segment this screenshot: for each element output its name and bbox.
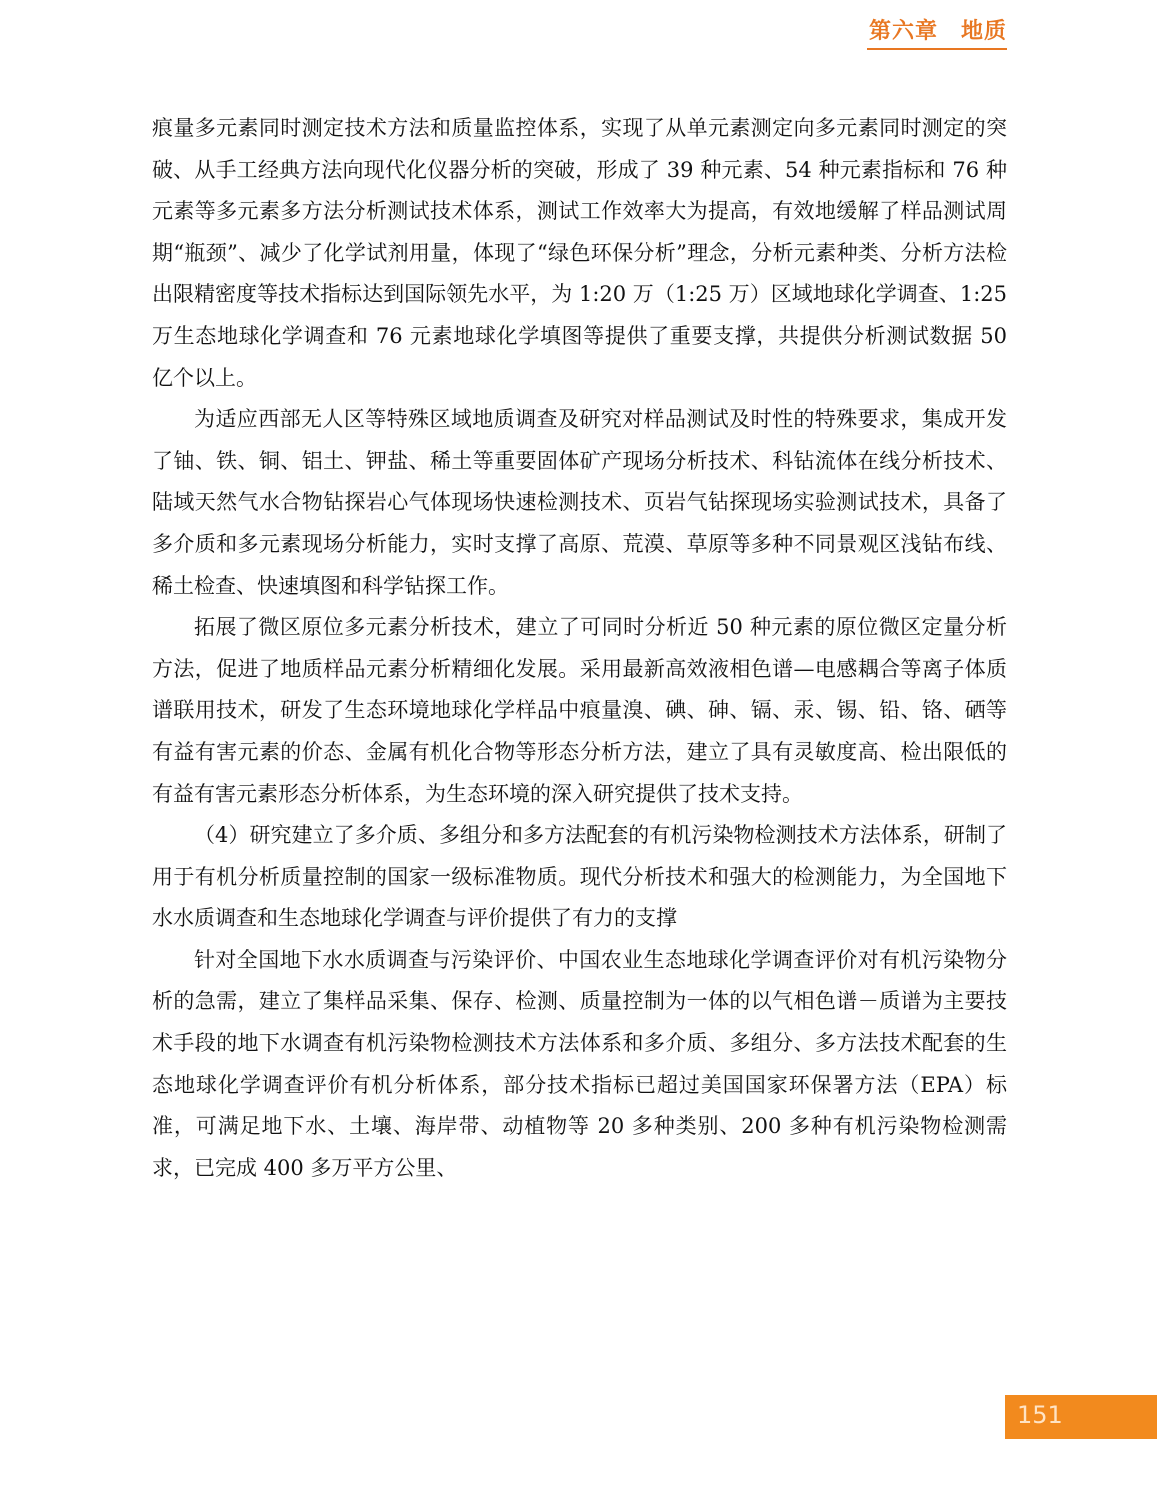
page-number-tab: [1005, 1395, 1157, 1439]
paragraph: 痕量多元素同时测定技术方法和质量监控体系，实现了从单元素测定向多元素同时测定的突破、从手工经典方法向现代化仪器分析的突破，形成了 39 种元素、54 种元素指标和 76 种元素等多元素多方法分析测试技术体系，测试工作效率大为提高，有效地缓解了样品测试周期“瓶颈”、减少了化学试剂用量，体现了“绿色环保分析”理念，分析元素种类、分析方法检出限精密度等技术指标达到国际领先水平，为 1:20 万（1:25 万）区域地球化学调查、1:25 万生态地球化学调查和 76 元素地球化学填图等提供了重要支撑，共提供分析测试数据 50 亿个以上。: [152, 116, 1007, 390]
body-text: [152, 108, 1007, 1189]
paragraph: 为适应西部无人区等特殊区域地质调查及研究对样品测试及时性的特殊要求，集成开发了铀、铁、铜、铝土、钾盐、稀土等重要固体矿产现场分析技术、科钻流体在线分析技术、陆域天然气水合物钻探岩心气体现场快速检测技术、页岩气钻探现场实验测试技术，具备了多介质和多元素现场分析能力，实时支撑了高原、荒漠、草原等多种不同景观区浅钻布线、稀土检查、快速填图和科学钻探工作。: [152, 407, 1007, 598]
paragraph: （4）研究建立了多介质、多组分和多方法配套的有机污染物检测技术方法体系，研制了用于有机分析质量控制的国家一级标准物质。现代分析技术和强大的检测能力，为全国地下水水质调查和生态地球化学调查与评价提供了有力的支撑: [152, 823, 1007, 931]
chapter-title: 第六章 地质: [868, 19, 1007, 44]
paragraph: 拓展了微区原位多元素分析技术，建立了可同时分析近 50 种元素的原位微区定量分析方法，促进了地质样品元素分析精细化发展。采用最新高效液相色谱—电感耦合等离子体质谱联用技术，研发了生态环境地球化学样品中痕量溴、碘、砷、镉、汞、锡、铅、铬、硒等有益有害元素的价态、金属有机化合物等形态分析方法，建立了具有灵敏度高、检出限低的有益有害元素形态分析体系，为生态环境的深入研究提供了技术支持。: [152, 615, 1007, 806]
header-divider: [867, 48, 1007, 50]
page-number: 151: [1017, 1401, 1063, 1429]
paragraph: 针对全国地下水水质调查与污染评价、中国农业生态地球化学调查评价对有机污染物分析的急需，建立了集样品采集、保存、检测、质量控制为一体的以气相色谱－质谱为主要技术手段的地下水调查有机污染物检测技术方法体系和多介质、多组分、多方法技术配套的生态地球化学调查评价有机分析体系，部分技术指标已超过美国国家环保署方法（EPA）标准，可满足地下水、土壤、海岸带、动植物等 20 多种类别、200 多种有机污染物检测需求，已完成 400 多万平方公里、: [152, 947, 1007, 1180]
running-header: [869, 14, 1007, 45]
